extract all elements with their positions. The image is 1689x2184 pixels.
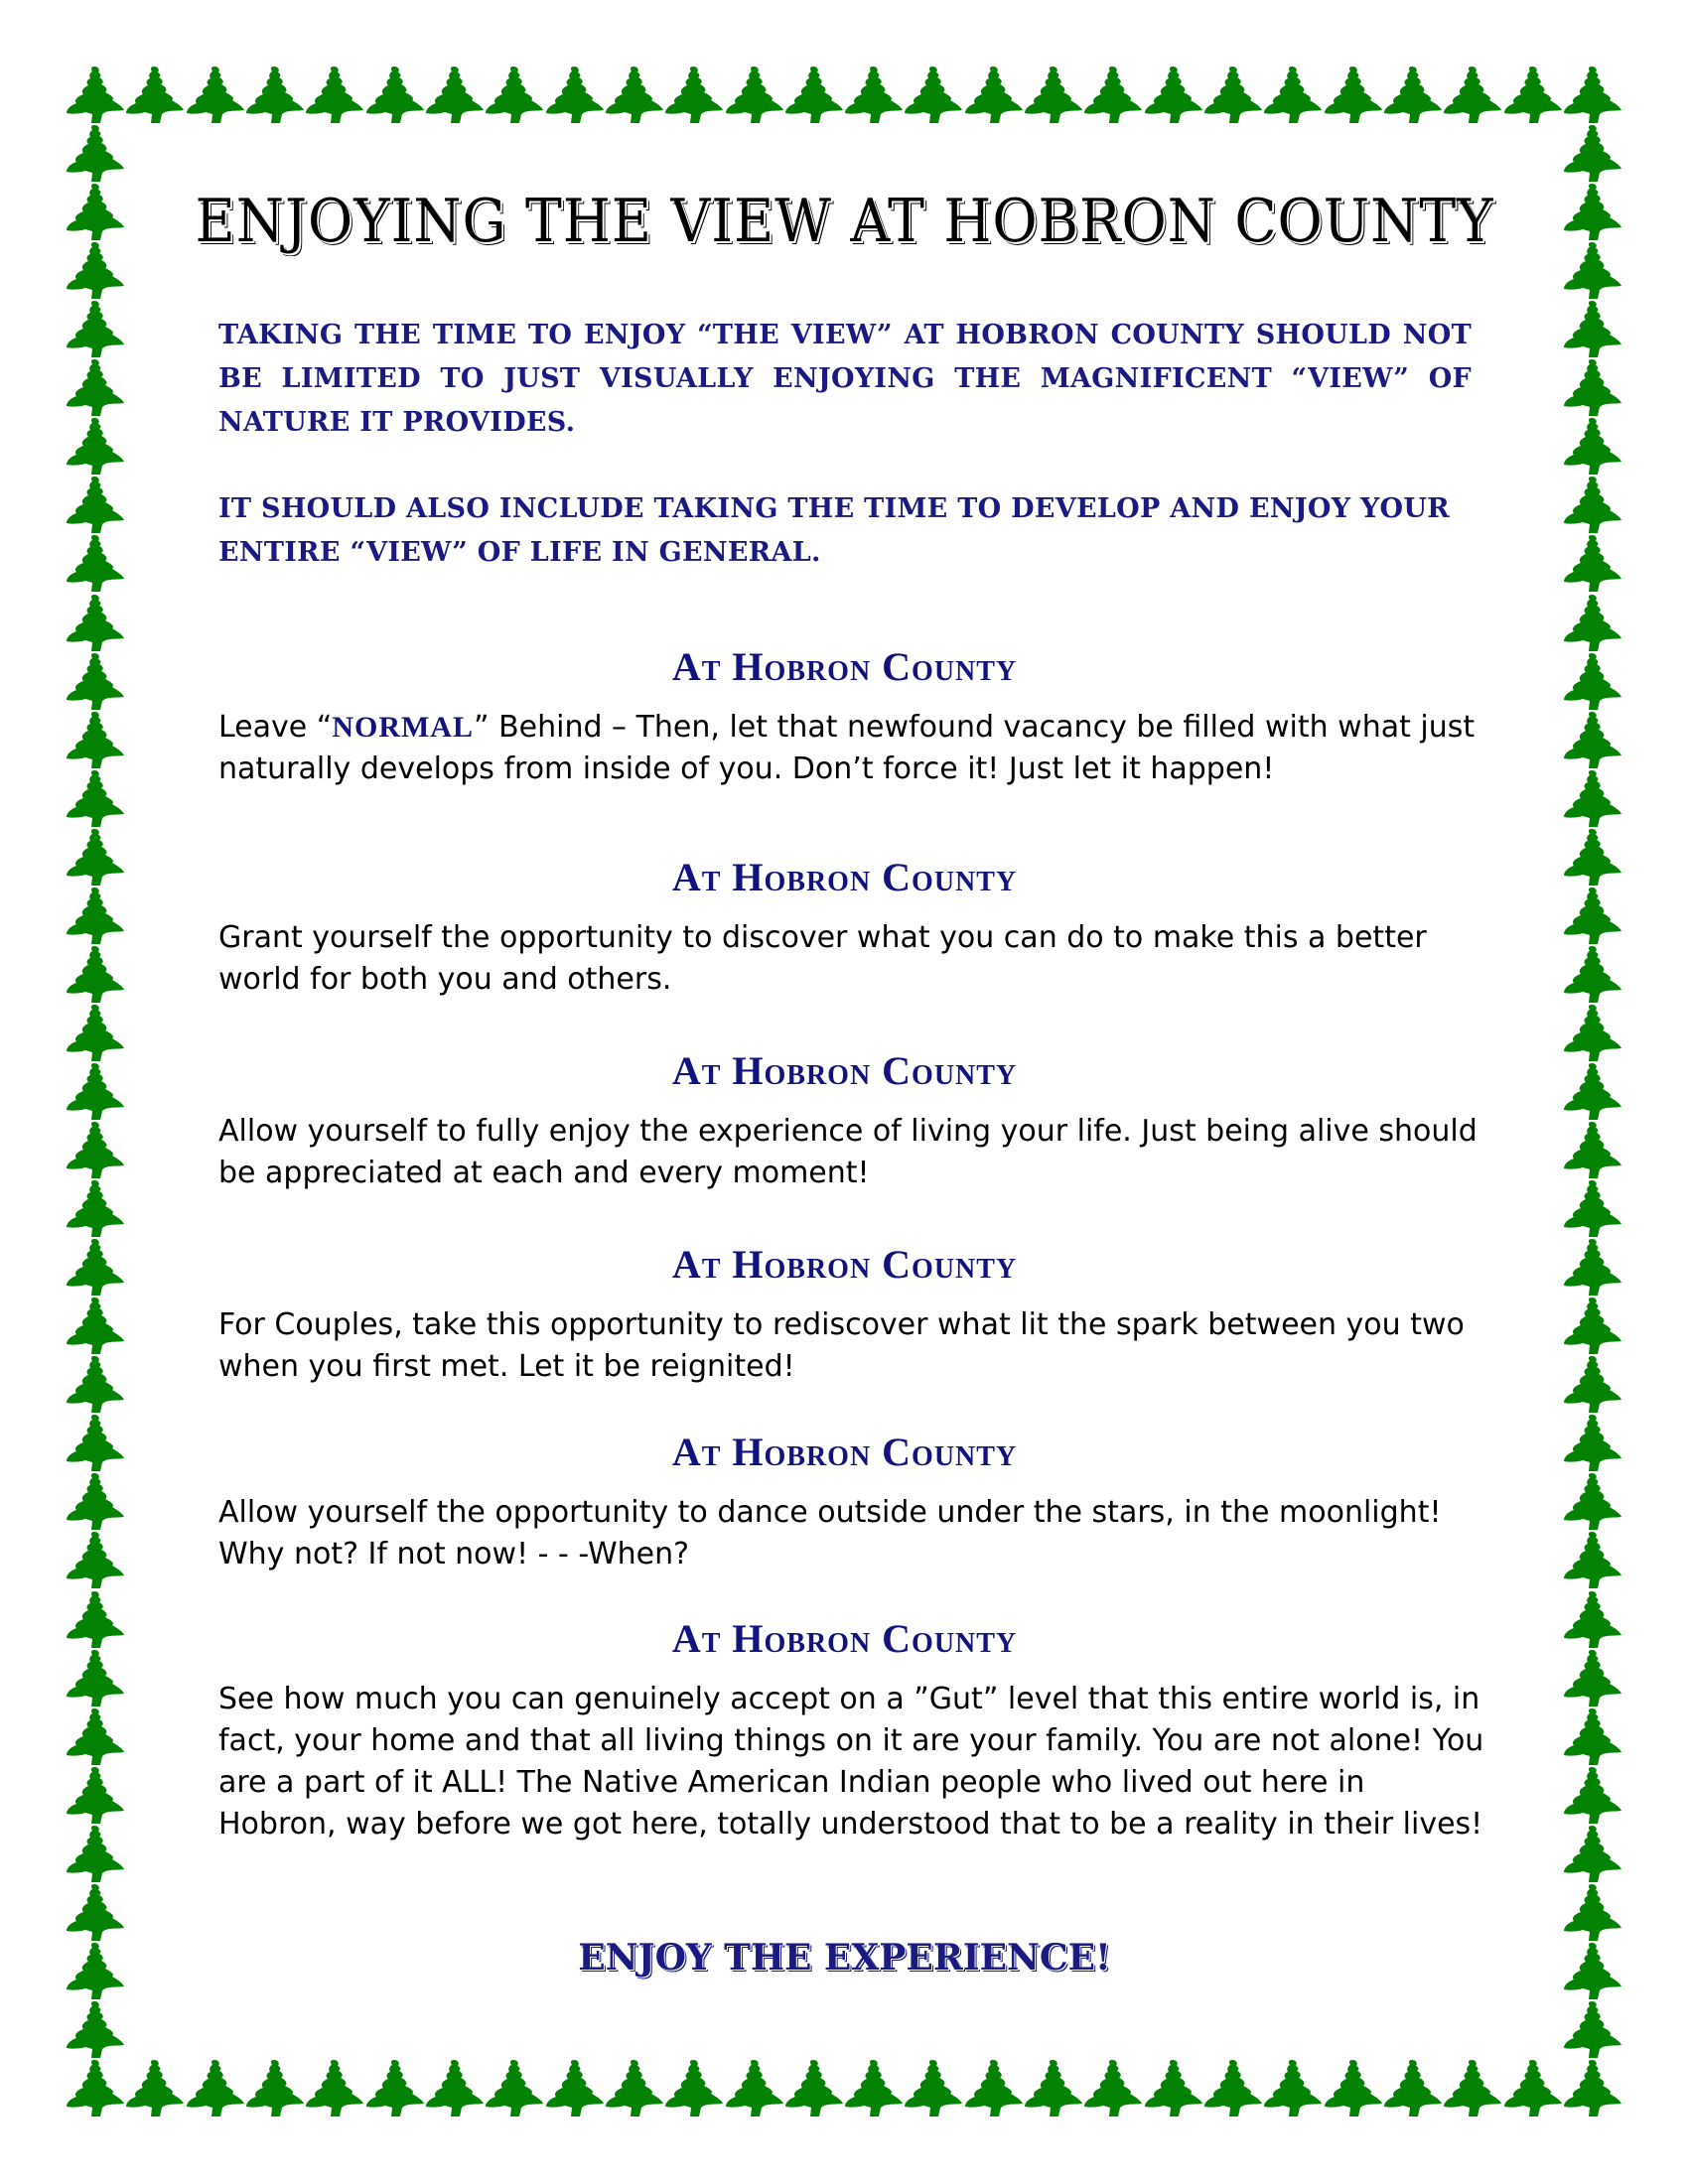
pine-tree-icon: [1024, 2059, 1083, 2118]
page-title: ENJOYING THE VIEW AT HOBRON COUNTY: [195, 187, 1494, 256]
pine-tree-icon: [1503, 66, 1563, 125]
pine-tree-icon: [1203, 66, 1263, 125]
pine-tree-icon: [964, 66, 1024, 125]
section-heading-2: At Hobron County: [671, 855, 1018, 899]
section-body-4: For Couples, take this opportunity to rediscover what lit the spark between you two when you first met. Let it be reignited!: [218, 1307, 1465, 1384]
pine-tree-icon: [66, 358, 125, 418]
pine-tree-icon: [1563, 2059, 1622, 2118]
pine-tree-icon: [1563, 417, 1622, 477]
pine-tree-icon: [1024, 66, 1083, 125]
pine-tree-icon: [605, 2059, 664, 2118]
pine-tree-icon: [725, 66, 784, 125]
pine-tree-icon: [66, 594, 125, 653]
pine-tree-icon: [1563, 1179, 1622, 1239]
section-heading-1: At Hobron County: [671, 644, 1018, 689]
pine-tree-icon: [66, 300, 125, 359]
pine-tree-icon: [1083, 2059, 1143, 2118]
pine-tree-icon: [66, 1472, 125, 1532]
pine-tree-icon: [245, 66, 305, 125]
pine-tree-icon: [125, 66, 185, 125]
pine-tree-icon: [545, 66, 605, 125]
pine-tree-icon: [844, 2059, 904, 2118]
pine-tree-icon: [1563, 2000, 1622, 2060]
pine-tree-icon: [1083, 66, 1143, 125]
pine-tree-icon: [1563, 594, 1622, 653]
pine-tree-icon: [66, 711, 125, 770]
pine-tree-icon: [66, 476, 125, 535]
pine-tree-icon: [66, 534, 125, 594]
pine-tree-icon: [1563, 1355, 1622, 1415]
pine-tree-icon: [425, 66, 485, 125]
pine-tree-icon: [305, 2059, 364, 2118]
pine-tree-icon: [66, 1355, 125, 1415]
pine-tree-icon: [125, 2059, 185, 2118]
pine-tree-icon: [545, 2059, 605, 2118]
pine-tree-icon: [1563, 769, 1622, 829]
pine-tree-icon: [1563, 358, 1622, 418]
pine-tree-icon: [186, 2059, 245, 2118]
pine-tree-icon: [1144, 2059, 1203, 2118]
pine-tree-icon: [66, 417, 125, 477]
pine-tree-icon: [1563, 945, 1622, 1005]
pine-tree-icon: [1563, 1883, 1622, 1943]
pine-tree-icon: [844, 66, 904, 125]
pine-tree-icon: [605, 66, 664, 125]
section-body-3: Allow yourself to fully enjoy the experience of living your life. Just being alive should be appreciated at each and every moment!: [218, 1114, 1478, 1190]
pine-tree-icon: [425, 2059, 485, 2118]
section-heading-5: At Hobron County: [671, 1430, 1018, 1474]
section-body-5: Allow yourself the opportunity to dance outside under the stars, in the moonlight! Why not? If not now! - - -When?: [218, 1495, 1442, 1571]
pine-tree-icon: [66, 769, 125, 829]
pine-tree-icon: [66, 1121, 125, 1180]
section-body-1-suffix: ” Behind – Then, let that newfound vacancy be filled with what just naturally develops from inside of you. Don’t force it! Just let it happen!: [218, 710, 1476, 786]
pine-tree-icon: [245, 2059, 305, 2118]
pine-tree-icon: [1563, 124, 1622, 184]
pine-tree-icon: [305, 66, 364, 125]
pine-tree-icon: [66, 1297, 125, 1356]
pine-tree-icon: [485, 66, 544, 125]
pine-tree-icon: [1563, 476, 1622, 535]
section-body-2: Grant yourself the opportunity to discover what you can do to make this a better world for both you and others.: [218, 920, 1427, 997]
pine-tree-icon: [1563, 1707, 1622, 1767]
pine-tree-icon: [1563, 1297, 1622, 1356]
pine-tree-icon: [664, 2059, 724, 2118]
pine-tree-icon: [66, 66, 125, 125]
pine-tree-icon: [485, 2059, 544, 2118]
pine-tree-icon: [904, 66, 963, 125]
pine-tree-icon: [784, 66, 844, 125]
closing-line: ENJOY THE EXPERIENCE!: [578, 1937, 1111, 1979]
pine-tree-icon: [66, 945, 125, 1005]
pine-tree-icon: [66, 1883, 125, 1943]
pine-tree-icon: [66, 1766, 125, 1826]
pine-tree-icon: [1563, 711, 1622, 770]
pine-tree-icon: [964, 2059, 1024, 2118]
section-body-6: See how much you can genuinely accept on a ”Gut” level that this entire world is, in fact, your home and that all living things on it are your family. You are not alone! You are a part of it ALL! The Native American Indian people who lived out here in Hobron, way before we got here, totally understood that to be a reality in their lives!: [218, 1682, 1484, 1842]
emphasis-normal: NORMAL: [332, 711, 474, 744]
pine-tree-icon: [1383, 66, 1443, 125]
pine-tree-icon: [1563, 1121, 1622, 1180]
intro-paragraph-1: TAKING THE TIME TO ENJOY “THE VIEW” AT HOBRON COUNTY SHOULD NOT BE LIMITED TO JUST VISUALLY ENJOYING THE MAGNIFICENT “VIEW” OF NATURE IT PROVIDES.: [218, 320, 1472, 438]
intro-paragraph-2: IT SHOULD ALSO INCLUDE TAKING THE TIME TO DEVELOP AND ENJOY YOUR ENTIRE “VIEW” OF LIFE IN GENERAL.: [218, 493, 1450, 568]
pine-tree-icon: [1563, 66, 1622, 125]
section-heading-6: At Hobron County: [671, 1616, 1018, 1661]
pine-tree-icon: [1503, 2059, 1563, 2118]
pine-tree-icon: [66, 1179, 125, 1239]
pine-tree-icon: [66, 1707, 125, 1767]
pine-tree-icon: [725, 2059, 784, 2118]
pine-tree-icon: [1383, 2059, 1443, 2118]
pine-tree-icon: [1263, 2059, 1323, 2118]
pine-tree-icon: [186, 66, 245, 125]
pine-tree-icon: [1144, 66, 1203, 125]
pine-tree-icon: [904, 2059, 963, 2118]
pine-tree-icon: [365, 66, 425, 125]
section-body-1-prefix: Leave “: [218, 710, 333, 745]
section-heading-3: At Hobron County: [671, 1048, 1018, 1093]
pine-tree-icon: [66, 2000, 125, 2060]
pine-tree-icon: [1563, 534, 1622, 594]
pine-tree-icon: [1443, 2059, 1502, 2118]
pine-tree-icon: [1563, 1766, 1622, 1826]
pine-tree-icon: [1443, 66, 1502, 125]
pine-tree-icon: [1324, 66, 1383, 125]
pine-tree-icon: [66, 2059, 125, 2118]
pine-tree-icon: [1563, 1531, 1622, 1590]
pine-tree-icon: [1263, 66, 1323, 125]
pine-tree-icon: [365, 2059, 425, 2118]
pine-tree-icon: [66, 1531, 125, 1590]
pine-tree-icon: [784, 2059, 844, 2118]
pine-tree-icon: [66, 124, 125, 184]
pine-tree-icon: [66, 1825, 125, 1884]
section-body-1: [218, 707, 1489, 790]
pine-tree-icon: [1563, 1472, 1622, 1532]
pine-tree-icon: [1563, 1825, 1622, 1884]
pine-tree-icon: [1563, 300, 1622, 359]
pine-tree-icon: [1324, 2059, 1383, 2118]
section-heading-4: At Hobron County: [671, 1242, 1018, 1287]
pine-tree-icon: [664, 66, 724, 125]
pine-tree-icon: [1203, 2059, 1263, 2118]
